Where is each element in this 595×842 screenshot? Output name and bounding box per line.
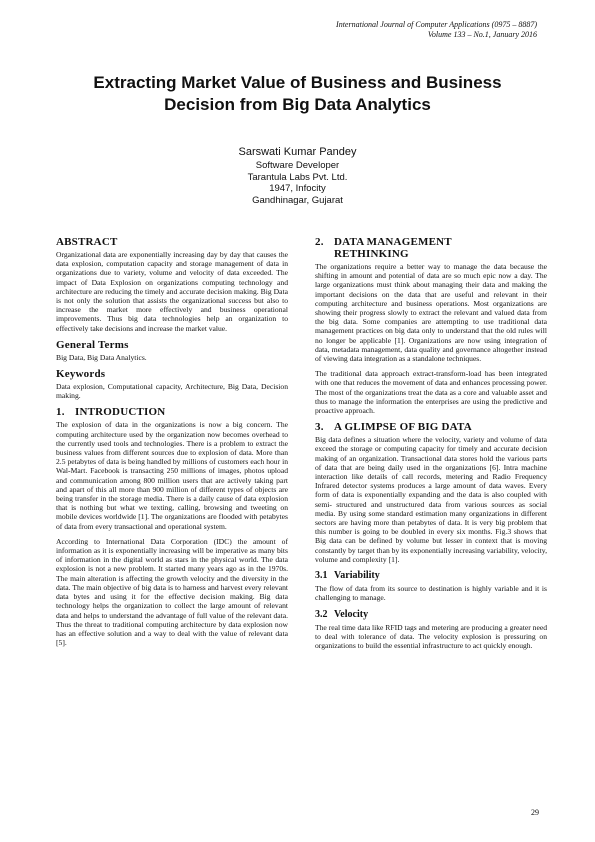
- section-2-title-line-2: RETHINKING: [334, 248, 409, 260]
- left-column: [56, 236, 288, 653]
- section-3-1-paragraph: The flow of data from its source to destination is highly variable and it is challenging to manage.: [315, 584, 547, 603]
- page-number: 29: [531, 808, 539, 817]
- section-3-1-heading: [315, 570, 547, 582]
- section-3-2-number: 3.2: [315, 608, 328, 620]
- author-block: [40, 145, 555, 206]
- keywords-text: Data explosion, Computational capacity, Architecture, Big Data, Decision making.: [56, 382, 288, 401]
- section-1-title: INTRODUCTION: [75, 406, 166, 419]
- section-2-heading: [315, 236, 547, 260]
- author-name: Sarswati Kumar Pandey: [238, 146, 357, 158]
- section-3-number: 3.: [315, 421, 324, 434]
- journal-header: [336, 20, 537, 40]
- section-3-1-number: 3.1: [315, 570, 328, 582]
- author-address-1: 1947, Infocity: [269, 183, 326, 194]
- abstract-text: Organizational data are exponentially increasing day by day that causes the data explosion, computation capacity and storage management of data in organizations due to variety, volume and velocity of data exceeded. The impact of Data Explosion on organizations computing technology and architecture are reducing the timely and accurate decision making. Big Data is not only the solution that assists the organizational success but also to increase the market more effectively and business operational improvements. Thus big data technologies help an organization to effectively take decisions and increase the market value.: [56, 250, 288, 333]
- author-company: Tarantula Labs Pvt. Ltd.: [247, 171, 348, 183]
- title-line-1: Extracting Market Value of Business and Business: [93, 73, 502, 92]
- abstract-heading: ABSTRACT: [56, 236, 118, 248]
- section-1-number: 1.: [56, 406, 65, 419]
- general-terms-text: Big Data, Big Data Analytics.: [56, 352, 147, 362]
- title-line-2: Decision from Big Data Analytics: [164, 95, 431, 114]
- section-3-heading: [315, 421, 547, 433]
- section-3-2-paragraph: The real time data like RFID tags and metering are producing a greater need to deal with tolerance of data. The velocity explosion is pressuring on organizations to build the essential infrastructure to act quickly enough.: [315, 622, 547, 650]
- right-column: [315, 236, 547, 656]
- general-terms-heading: General Terms: [56, 338, 129, 351]
- paper-title: [40, 72, 555, 116]
- section-3-1-title: Variability: [334, 570, 380, 582]
- section-2-paragraph-2: The traditional data approach extract-transform-load has been integrated with one that reduces the movement of data and enhances processing power. The most of the organizations treat the data as a core and valuable asset and thus to manage the information the enterprises are using the predictive and proactive approach.: [315, 369, 547, 416]
- section-2-title-line-1: DATA MANAGEMENT: [334, 236, 452, 248]
- section-2-paragraph-1: The organizations require a better way to manage the data because the shifting in amount and potential of data are so much epic now a day. The large organizations must think about managing their data and making the important decisions on the data that are useful and relevant in their computing architecture and business operations. Most organizations are showing their progress slowly to extract the relevant and valued data from the big data. Some companies are attempting to use traditional data management practices on big data only to understand that the old rules will no longer be applicable [1]. Organizations are now using integration of data, metadata management, data quality and governance altogether instead of viewing data integration as a standalone techniques.: [315, 262, 547, 364]
- section-3-2-heading: [315, 609, 547, 621]
- author-role: Software Developer: [255, 160, 340, 171]
- journal-volume: Volume 133 – No.1, January 2016: [427, 30, 537, 39]
- journal-name: International Journal of Computer Applications (0975 – 8887): [336, 20, 537, 29]
- section-2-number: 2.: [315, 236, 324, 248]
- section-3-paragraph-1: Big data defines a situation where the velocity, variety and volume of data exceed the storage or computing capacity for timely and accurate decision making of an organization. Transactional data stores hold the various parts of data that are being daily used in the organizations [6]. Intra machine interaction like details of call records, metering and Radio Frequency Infrared detector systems produces a large amount of data waves. Every form of data is exponentially expanding and the data is also coupled with semi- structured and unstructured data from various sources as social media. By using some standard estimation many organizations in different sectors are having more than petabytes of data. It is very big problem that this number is going to be doubled in every six months. Fig.3 shows that Big data can be defined by volume but lesser in context that is moving constantly by target than by its exponentially increasing variability, velocity, volume and complexity [1].: [315, 435, 547, 564]
- section-3-2-title: Velocity: [334, 608, 369, 620]
- section-3-title: A GLIMPSE OF BIG DATA: [334, 421, 472, 434]
- author-address-2: Gandhinagar, Gujarat: [252, 194, 343, 206]
- keywords-heading: Keywords: [56, 368, 106, 381]
- section-1-paragraph-2: According to International Data Corporation (IDC) the amount of information as it is exponentially increasing will be imperative as many bits of information in the digital world as stars in the physical world. The data explosion is not a new problem. It started many years ago as in the 1970s. The main alteration is affecting the growth velocity and the diversity in the data. The main objective of big data is to harness and harvest every relevant data bytes and using it for the effective decision making. Big data technology helps the organization to collect the large amount of relevant data and helps to understand the advantage of full value of the relevant data. Thus the threat to traditional computing architecture by data explosion now has an effective solution and a way to deal with the value of relevant data [5].: [56, 536, 288, 648]
- section-1-heading: [56, 406, 288, 418]
- section-1-paragraph-1: The explosion of data in the organizations is now a big concern. The computing architecture used by the organization now becomes overhead to the currently used tools and technologies. There is a problem to extract the business values from different sources due to explosion of data. More than 2.5 petabytes of data is being handled by millions of customers each hour in Wal-Mart. Facebook is transacting 250 millions of images, photos upload and communication among 800 million users that are actively taking part and apart of this all more than 900 million of different types of objects are being transfer in the storage media. There is a daily cause of data explosion that is nothing but what we texting, calling, browsing and tweeting on mobile devices worldwide [1]. The organizations are flooded with petabytes of data from every transactional and operational system.: [56, 420, 288, 531]
